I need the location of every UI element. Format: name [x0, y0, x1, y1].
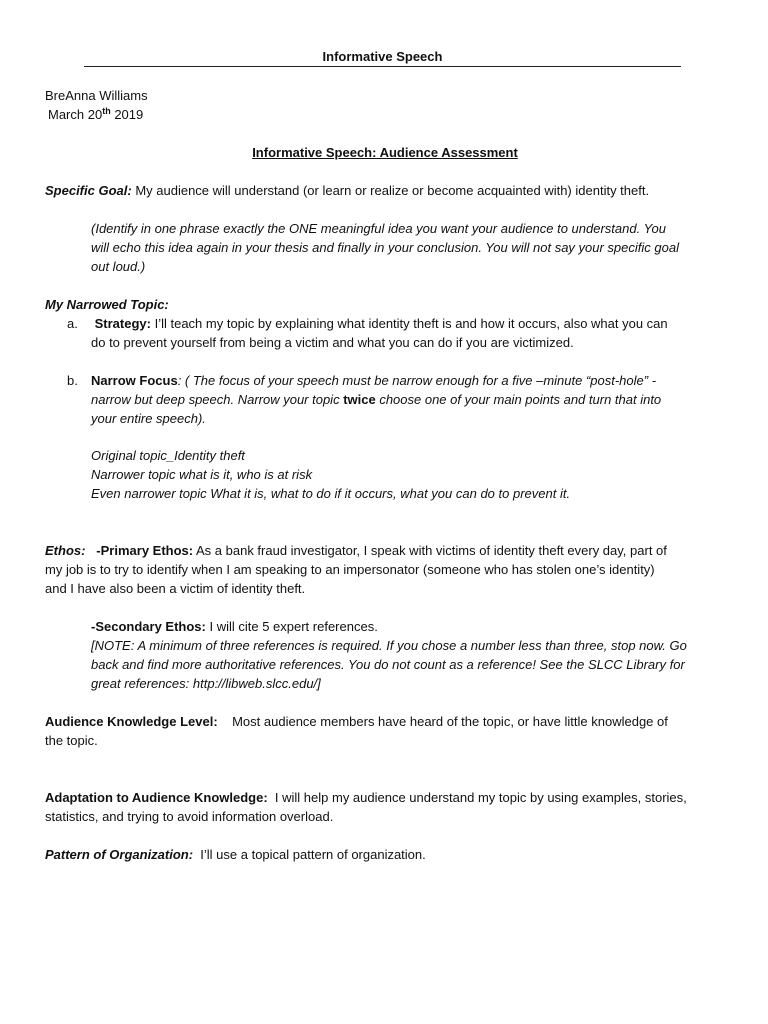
section-title: Informative Speech: Audience Assessment — [252, 145, 518, 160]
secondary-ethos-label: -Secondary Ethos: — [91, 619, 206, 634]
knowledge-label: Audience Knowledge Level: — [45, 714, 218, 729]
secondary-ethos: -Secondary Ethos: I will cite 5 expert references. — [91, 619, 378, 634]
focus-line-2: narrow but deep speech. Narrow your topic twice choose one of your main points and turn that into — [91, 392, 662, 407]
ethos-line-1: Ethos: -Primary Ethos: As a bank fraud investigator, I speak with victims of identity theft every day, part of — [45, 543, 667, 558]
list-marker-a: a. — [67, 316, 78, 331]
adaptation-line-2: statistics, and trying to avoid information overload. — [45, 809, 334, 824]
goal-note-line-1: (Identify in one phrase exactly the ONE meaningful idea you want your audience to understand. You — [91, 221, 667, 236]
focus-line-1: Narrow Focus: ( The focus of your speech must be narrow enough for a five –minute “post-hole” - — [91, 373, 657, 388]
focus-label: Narrow Focus — [91, 373, 178, 388]
ethos-line-2: my job is to try to identify when I am speaking to an impersonator (someone who has stolen one’s identity) — [45, 562, 655, 577]
ethos-note-line-2: back and find more authoritative references. You do not count as a reference! See the SLCC Library for — [91, 657, 685, 672]
knowledge-line-2: the topic. — [45, 733, 98, 748]
ethos-note-line-3: great references: http://libweb.slcc.edu/] — [91, 676, 321, 691]
goal-note-line-3: out loud.) — [91, 259, 146, 274]
strategy-line-1: Strategy: I’ll teach my topic by explaining what identity theft is and how it occurs, also what you can — [94, 316, 668, 331]
strategy-label: Strategy: — [94, 316, 151, 331]
specific-goal: Specific Goal: My audience will understand (or learn or realize or become acquainted with) identity theft. — [45, 183, 650, 198]
primary-ethos-label: -Primary Ethos: — [96, 543, 194, 558]
knowledge-line-1: Audience Knowledge Level: Most audience members have heard of the topic, or have little knowledge of — [45, 714, 668, 729]
header-title: Informative Speech — [84, 48, 681, 67]
pattern-of-organization: Pattern of Organization: I’ll use a topical pattern of organization. — [45, 847, 426, 862]
goal-note-line-2: will echo this idea again in your thesis and finally in your conclusion. You will not say your specific goal — [91, 240, 679, 255]
ethos-label: Ethos: — [45, 543, 86, 558]
narrower-topic: Narrower topic what is it, who is at risk — [91, 467, 313, 482]
pattern-label: Pattern of Organization: — [45, 847, 194, 862]
author-name: BreAnna Williams — [45, 88, 148, 103]
specific-goal-label: Specific Goal: — [45, 183, 132, 198]
original-topic: Original topic_Identity theft — [91, 448, 245, 463]
ethos-line-3: and I have also been a victim of identity theft. — [45, 581, 306, 596]
focus-line-3: your entire speech). — [91, 411, 206, 426]
adaptation-line-1: Adaptation to Audience Knowledge: I will help my audience understand my topic by using examples, stories, — [45, 790, 687, 805]
even-narrower-topic: Even narrower topic What it is, what to do if it occurs, what you can do to prevent it. — [91, 486, 571, 501]
list-marker-b: b. — [67, 373, 78, 388]
ethos-note-line-1: [NOTE: A minimum of three references is required. If you chose a number less than three, stop now. Go — [91, 638, 687, 653]
strategy-line-2: do to prevent yourself from being a victim and what you can do if you are victimized. — [91, 335, 574, 350]
narrowed-topic-label: My Narrowed Topic: — [45, 297, 169, 312]
author-date: March 20th 2019 — [48, 106, 144, 122]
adaptation-label: Adaptation to Audience Knowledge: — [45, 790, 268, 805]
